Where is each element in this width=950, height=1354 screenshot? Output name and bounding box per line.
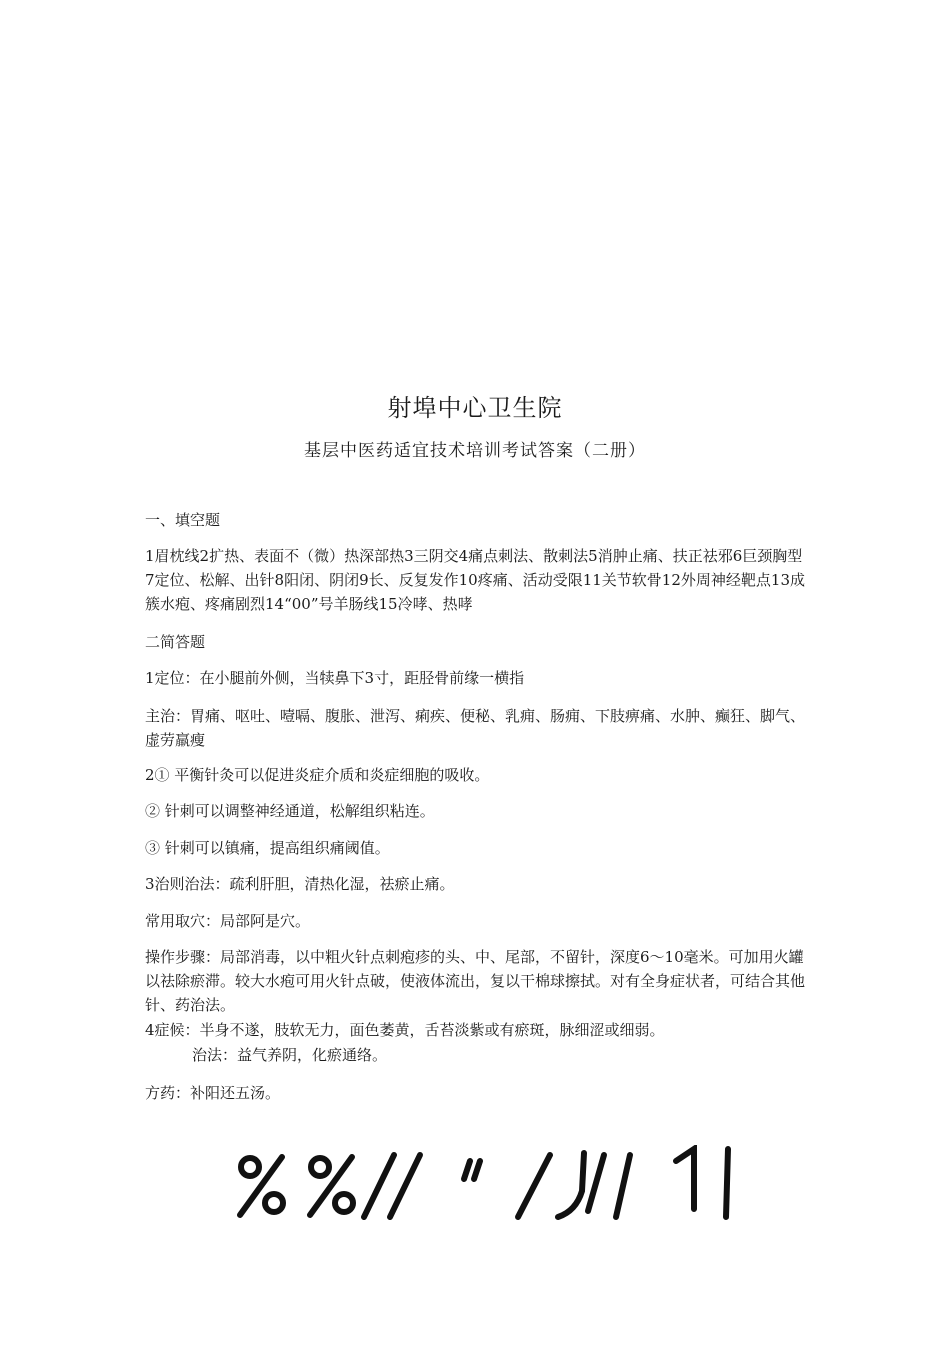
answer-2-point-3: ③ 针刺可以镇痛，提高组织痛阈值。: [145, 839, 390, 857]
answer-2-point-1: 2① 平衡针灸可以促进炎症介质和炎症细胞的吸收。: [145, 766, 490, 784]
document-title: 射埠中心卫生院: [387, 394, 563, 422]
answer-4-formula: 方药：补阳还五汤。: [145, 1084, 281, 1102]
answer-3-steps: 操作步骤：局部消毒，以中粗火针点刺疱疹的头、中、尾部，不留针，深度6～10毫米。可加用火罐以祛除瘀滞。较大水疱可用火针点破，使液体流出，复以干棉球擦拭。对有全身症状者，可结合其他针、药治法。: [145, 948, 806, 1014]
handwritten-scribble-mark: [232, 1145, 742, 1225]
answer-1-location: 1定位：在小腿前外侧，当犊鼻下3寸，距胫骨前缘一横指: [145, 669, 525, 687]
answer-1-indications: 主治：胃痛、呕吐、噎嗝、腹胀、泄泻、痢疾、便秘、乳痈、肠痈、下肢痹痛、水肿、癫狂、脚气、虚劳羸瘦: [145, 707, 806, 749]
section-heading-fill-blank: 一、填空题: [145, 511, 221, 529]
document-subtitle: 基层中医药适宜技术培训考试答案（二册）: [304, 441, 646, 461]
answer-2-point-2: ② 针刺可以调整神经通道，松解组织粘连。: [145, 802, 435, 820]
answer-4-treatment: 治法：益气养阴，化瘀通络。: [192, 1046, 388, 1064]
fill-blank-answers: 1眉枕线2扩热、表面不（微）热深部热3三阴交4痛点刺法、散刺法5消肿止痛、扶正祛邪6巨颈胸型7定位、松解、出针8阳闭、阴闭9长、反复发作10疼痛、活动受限11关节软骨12外周神经靶点13成簇水疱、疼痛剧烈14“00”号羊肠线15冷哮、热哮: [145, 547, 805, 613]
answer-4-symptoms: 4症候：半身不遂，肢软无力，面色萎黄，舌苔淡紫或有瘀斑，脉细涩或细弱。: [145, 1021, 665, 1039]
answer-3-points: 常用取穴：局部阿是穴。: [145, 912, 311, 930]
section-heading-short-answer: 二简答题: [145, 633, 206, 651]
answer-3-principle: 3治则治法：疏利肝胆，清热化湿，祛瘀止痛。: [145, 875, 455, 893]
